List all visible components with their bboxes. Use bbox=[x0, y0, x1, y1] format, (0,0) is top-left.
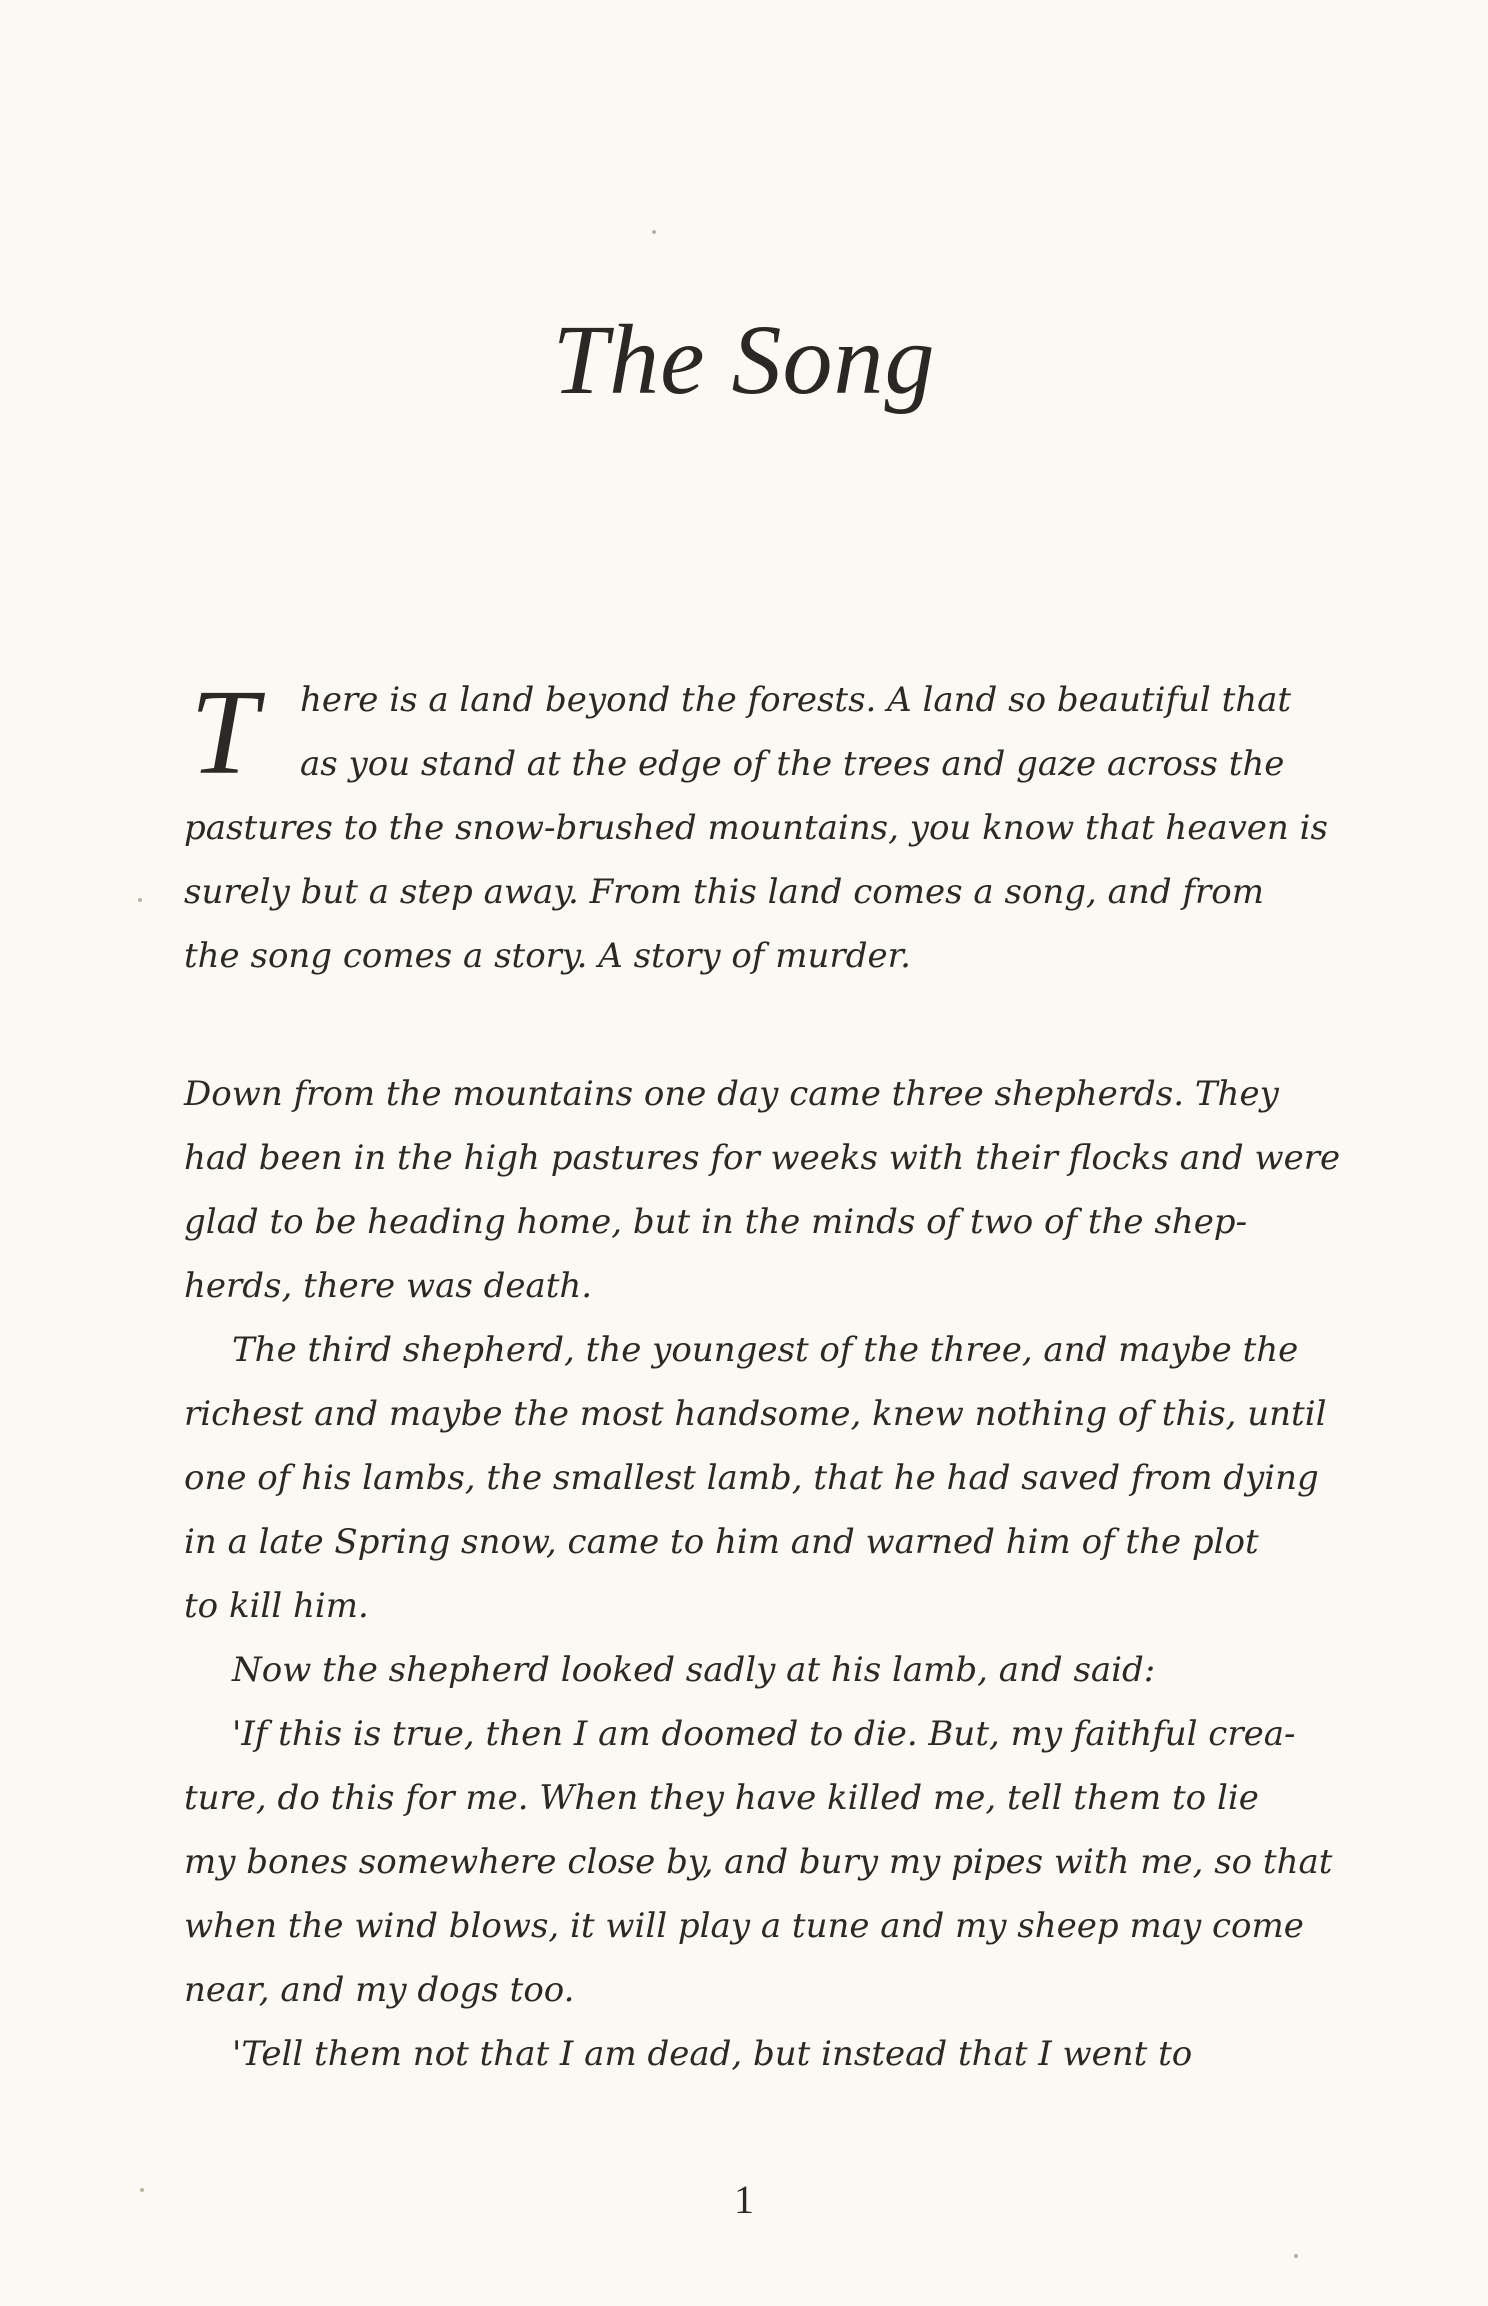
text-line: 'If this is true, then I am doomed to die. But, my faithful crea- bbox=[232, 1714, 1296, 1754]
chapter-title: The Song bbox=[552, 304, 936, 415]
text-line: one of his lambs, the smallest lamb, that he had saved from dying bbox=[184, 1458, 1319, 1498]
text-line: my bones somewhere close by, and bury my pipes with me, so that bbox=[184, 1842, 1333, 1882]
text-line: The third shepherd, the youngest of the three, and maybe the bbox=[232, 1330, 1299, 1370]
text-line: pastures to the snow-brushed mountains, you know that heaven is bbox=[184, 808, 1328, 848]
text-line: ture, do this for me. When they have killed me, tell them to lie bbox=[184, 1778, 1259, 1818]
text-line: in a late Spring snow, came to him and warned him of the plot bbox=[184, 1522, 1259, 1562]
text-line: surely but a step away. From this land comes a song, and from bbox=[184, 872, 1264, 912]
text-line: the song comes a story. A story of murder. bbox=[184, 936, 911, 976]
drop-cap: T bbox=[190, 665, 258, 800]
text-line: Now the shepherd looked sadly at his lamb, and said: bbox=[232, 1650, 1156, 1690]
text-line: Down from the mountains one day came three shepherds. They bbox=[184, 1074, 1279, 1114]
text-line: when the wind blows, it will play a tune and my sheep may come bbox=[184, 1906, 1304, 1946]
text-line: here is a land beyond the forests. A land so beautiful that bbox=[300, 680, 1292, 720]
text-line: glad to be heading home, but in the minds of two of the shep- bbox=[184, 1202, 1248, 1242]
text-line: to kill him. bbox=[184, 1586, 369, 1626]
paper-speck bbox=[1294, 2254, 1298, 2258]
text-line: had been in the high pastures for weeks with their flocks and were bbox=[184, 1138, 1341, 1178]
paper-speck bbox=[140, 2188, 144, 2192]
text-line: herds, there was death. bbox=[184, 1266, 593, 1306]
text-line: richest and maybe the most handsome, knew nothing of this, until bbox=[184, 1394, 1327, 1434]
text-line: as you stand at the edge of the trees and gaze across the bbox=[300, 744, 1285, 784]
page-number: 1 bbox=[734, 2177, 754, 2222]
text-line: 'Tell them not that I am dead, but instead that I went to bbox=[232, 2034, 1193, 2074]
paper-speck bbox=[652, 230, 656, 234]
paper-speck bbox=[138, 898, 142, 902]
text-line: near, and my dogs too. bbox=[184, 1970, 575, 2010]
